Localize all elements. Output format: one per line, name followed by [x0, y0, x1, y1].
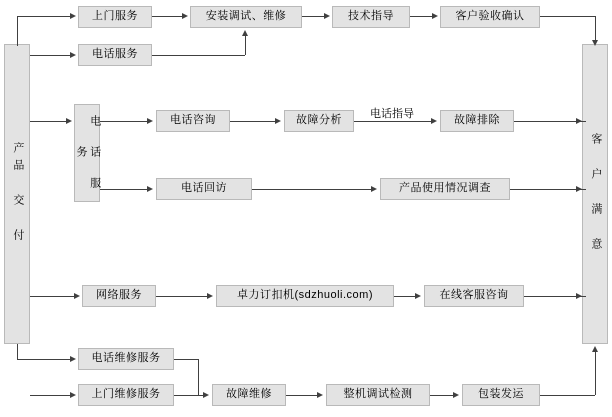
- arrowhead-to-phone-repair: [70, 356, 76, 362]
- node-phone-service-group: 电 话 服 务: [74, 104, 100, 202]
- node-machine-debug-test: 整机调试检测: [326, 384, 430, 406]
- connector-start-to-onsite-repair: [30, 395, 71, 396]
- arrowhead-to-removal: [431, 118, 437, 124]
- connector-end-down-1: [595, 16, 596, 42]
- node-fault-analysis: 故障分析: [284, 110, 354, 132]
- arrowhead-into-end-3: [576, 186, 582, 192]
- connector-phone-top-right: [152, 55, 245, 56]
- connector-followup-to-survey: [252, 189, 372, 190]
- connector-start-up: [17, 16, 18, 46]
- arrowhead-to-packaging: [453, 392, 459, 398]
- arrowhead-to-followup: [147, 186, 153, 192]
- node-online-customer-service: 在线客服咨询: [424, 285, 524, 307]
- node-phone-service-top: 电话服务: [78, 44, 152, 66]
- arrowhead-to-acceptance: [432, 13, 438, 19]
- node-zhuoli-website: 卓力订扣机(sdzhuoli.com): [216, 285, 394, 307]
- connector-start-to-phone-repair: [17, 359, 71, 360]
- connector-group-to-consultation: [100, 121, 148, 122]
- arrowhead-to-onsite-repair: [70, 392, 76, 398]
- connector-end-up: [595, 352, 596, 395]
- arrowhead-to-debug: [317, 392, 323, 398]
- node-packaging-shipping: 包装发运: [462, 384, 540, 406]
- arrowhead-to-consultation: [147, 118, 153, 124]
- connector-network-to-website: [156, 296, 208, 297]
- connector-phone-repair-right: [174, 359, 198, 360]
- connector-onsite-to-install: [152, 16, 183, 17]
- connector-packaging-to-end: [540, 395, 595, 396]
- connector-start-to-onsite: [17, 16, 71, 17]
- arrowhead-to-onsite: [70, 13, 76, 19]
- node-customer-acceptance-confirm: 客户验收确认: [440, 6, 540, 28]
- connector-start-to-network: [30, 296, 75, 297]
- node-product-usage-survey: 产品使用情况调查: [380, 178, 510, 200]
- arrowhead-phone-top-into-install: [242, 30, 248, 36]
- arrowhead-into-end-2: [576, 118, 582, 124]
- node-phone-follow-up: 电话回访: [156, 178, 252, 200]
- connector-install-to-guidance: [302, 16, 325, 17]
- node-fault-removal: 故障排除: [440, 110, 514, 132]
- connector-start-down: [17, 344, 18, 359]
- arrowhead-to-analysis: [275, 118, 281, 124]
- arrowhead-to-survey: [371, 186, 377, 192]
- node-phone-repair-service: 电话维修服务: [78, 348, 174, 370]
- connector-guidance-to-acceptance: [410, 16, 433, 17]
- connector-survey-to-end: [510, 189, 586, 190]
- arrowhead-into-end-1: [592, 40, 598, 46]
- connector-acceptance-to-end: [540, 16, 595, 17]
- arrowhead-to-phone-group: [66, 118, 72, 124]
- arrowhead-to-website: [207, 293, 213, 299]
- connector-onsite-repair-to-fault: [174, 395, 204, 396]
- arrowhead-to-phone-top: [70, 52, 76, 58]
- arrowhead-to-install: [182, 13, 188, 19]
- arrowhead-to-network: [74, 293, 80, 299]
- node-network-service: 网络服务: [82, 285, 156, 307]
- connector-group-to-followup: [100, 189, 148, 190]
- node-fault-repair: 故障维修: [212, 384, 286, 406]
- node-installation-debug-repair: 安装调试、维修: [190, 6, 302, 28]
- arrowhead-into-end-4: [576, 293, 582, 299]
- node-end-customer-satisfaction: 客 户 满 意: [582, 44, 608, 344]
- connector-analysis-to-removal: [354, 121, 432, 122]
- connector-phone-top-up: [245, 36, 246, 55]
- arrowhead-to-online: [415, 293, 421, 299]
- arrowhead-into-end-5: [592, 346, 598, 352]
- connector-debug-to-packaging: [430, 395, 454, 396]
- connector-start-to-phone-group: [30, 121, 67, 122]
- node-technical-guidance: 技术指导: [332, 6, 410, 28]
- node-onsite-repair-service: 上门维修服务: [78, 384, 174, 406]
- arrowhead-to-guidance: [324, 13, 330, 19]
- node-start-product-delivery: 产品 交 付: [4, 44, 30, 344]
- node-onsite-service: 上门服务: [78, 6, 152, 28]
- arrowhead-to-fault-repair: [203, 392, 209, 398]
- connector-phone-repair-down: [198, 359, 199, 395]
- connector-consultation-to-analysis: [230, 121, 276, 122]
- edge-label-phone-guidance: 电话指导: [370, 108, 414, 120]
- connector-fault-to-debug: [286, 395, 318, 396]
- connector-start-to-phone-top: [30, 55, 71, 56]
- node-phone-consultation: 电话咨询: [156, 110, 230, 132]
- connector-website-to-online: [394, 296, 416, 297]
